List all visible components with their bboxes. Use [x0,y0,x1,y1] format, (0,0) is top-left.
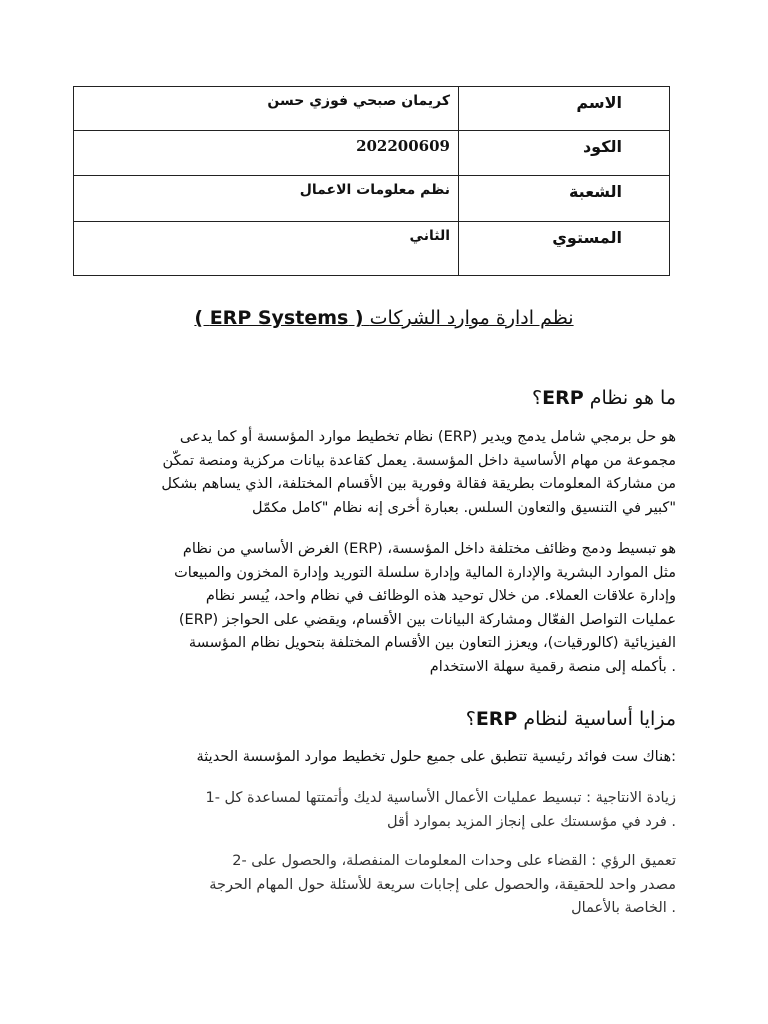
paragraph-line: تعميق الرؤي : القضاء على وحدات المعلومات المنفصلة، والحصول على -2 [232,853,676,869]
paragraph-line: هو تبسيط ودمج وظائف مختلفة داخل المؤسسة، (ERP) الغرض الأساسي من نظام [182,541,676,557]
section2-heading [76,707,676,731]
paragraph-line: الفيزيائية (كالورقيات)، ويعزز التعاون بين الأقسام المختلفة بتحويل نظام المؤسسة [188,635,676,651]
benefit-item-1 [76,787,676,834]
section1-heading [76,386,676,410]
section1-heading-text: ما هو نظام [589,387,676,409]
paragraph-line: . الخاصة بالأعمال [571,900,676,916]
paragraph-line: . بأكمله إلى منصة رقمية سهلة الاستخدام [429,658,676,675]
section2-heading-mark: ؟ [465,708,476,730]
section1-paragraph-2 [76,538,676,679]
paragraph-line: من مشاركة المعلومات بطريقة فقالة وفورية بين الأقسام المختلفة، الذي يساهم بشكل [161,476,676,492]
student-info-table [73,86,670,276]
paragraph-line: مصدر واحد للحقيقة، والحصول على إجابات سريعة للأسئلة حول المهام الحرجة [209,876,676,893]
value-division: نظم معلومات الاعمال [74,175,459,221]
paragraph-line: "كبير في التنسيق والتعاون السلس. بعبارة أخرى إنه نظام "كامل مكمّل [251,499,676,516]
section1-heading-bold: ERP [542,387,584,409]
label-code: الكود [459,131,670,175]
paragraph-line: عمليات التواصل الفعّال ومشاركة البيانات بين الأقسام، ويقضي على الحواجز (ERP) [178,611,676,628]
value-level: الثاني [74,222,459,276]
paragraph-line: . فرد في مؤسستك على إنجاز المزيد بموارد أقل [386,813,676,830]
label-division: الشعبة [459,175,670,221]
section2-heading-text: مزايا أساسية لنظام [523,708,676,730]
paragraph-line: هو حل برمجي شامل يدمج ويدير (ERP) نظام تخطيط موارد المؤسسة أو كما يدعى [179,429,676,445]
section1-paragraph-1 [76,426,676,520]
value-name: كريمان صبحي فوزي حسن [74,87,459,131]
document-title [0,307,768,329]
paragraph-line: مجموعة من مهام الأساسية داخل المؤسسة. يعمل كقاعدة بيانات مركزية ومنصة تمكّن [162,452,676,469]
label-name: الاسم [459,87,670,131]
section1-heading-mark: ؟ [532,387,543,409]
table-row [74,87,670,131]
title-english: ( ERP Systems ) [194,307,364,329]
paragraph-line: وإدارة علاقات العملاء. من خلال توحيد هذه الوظائف في نظام واحد، يُيسر نظام [205,588,676,604]
table-row [74,131,670,175]
section2-intro [76,746,676,770]
section2-heading-bold: ERP [475,708,518,730]
paragraph-line: زيادة الانتاجية : تبسيط عمليات الأعمال الأساسية لديك وأتمتتها لمساعدة كل -1 [205,790,676,806]
table-row [74,222,670,276]
paragraph-line: مثل الموارد البشرية والإدارة المالية وإدارة سلسلة التوريد وإدارة المخزون والمبيعات [174,564,676,581]
title-arabic: نظم ادارة موارد الشركات [369,307,574,329]
label-level: المستوي [459,222,670,276]
benefit-item-2 [76,850,676,921]
table-row [74,175,670,221]
paragraph-line: :هناك ست فوائد رئيسية تتطبق على جميع حلول تخطيط موارد المؤسسة الحديثة [196,749,676,765]
value-code: 202200609 [74,131,459,175]
